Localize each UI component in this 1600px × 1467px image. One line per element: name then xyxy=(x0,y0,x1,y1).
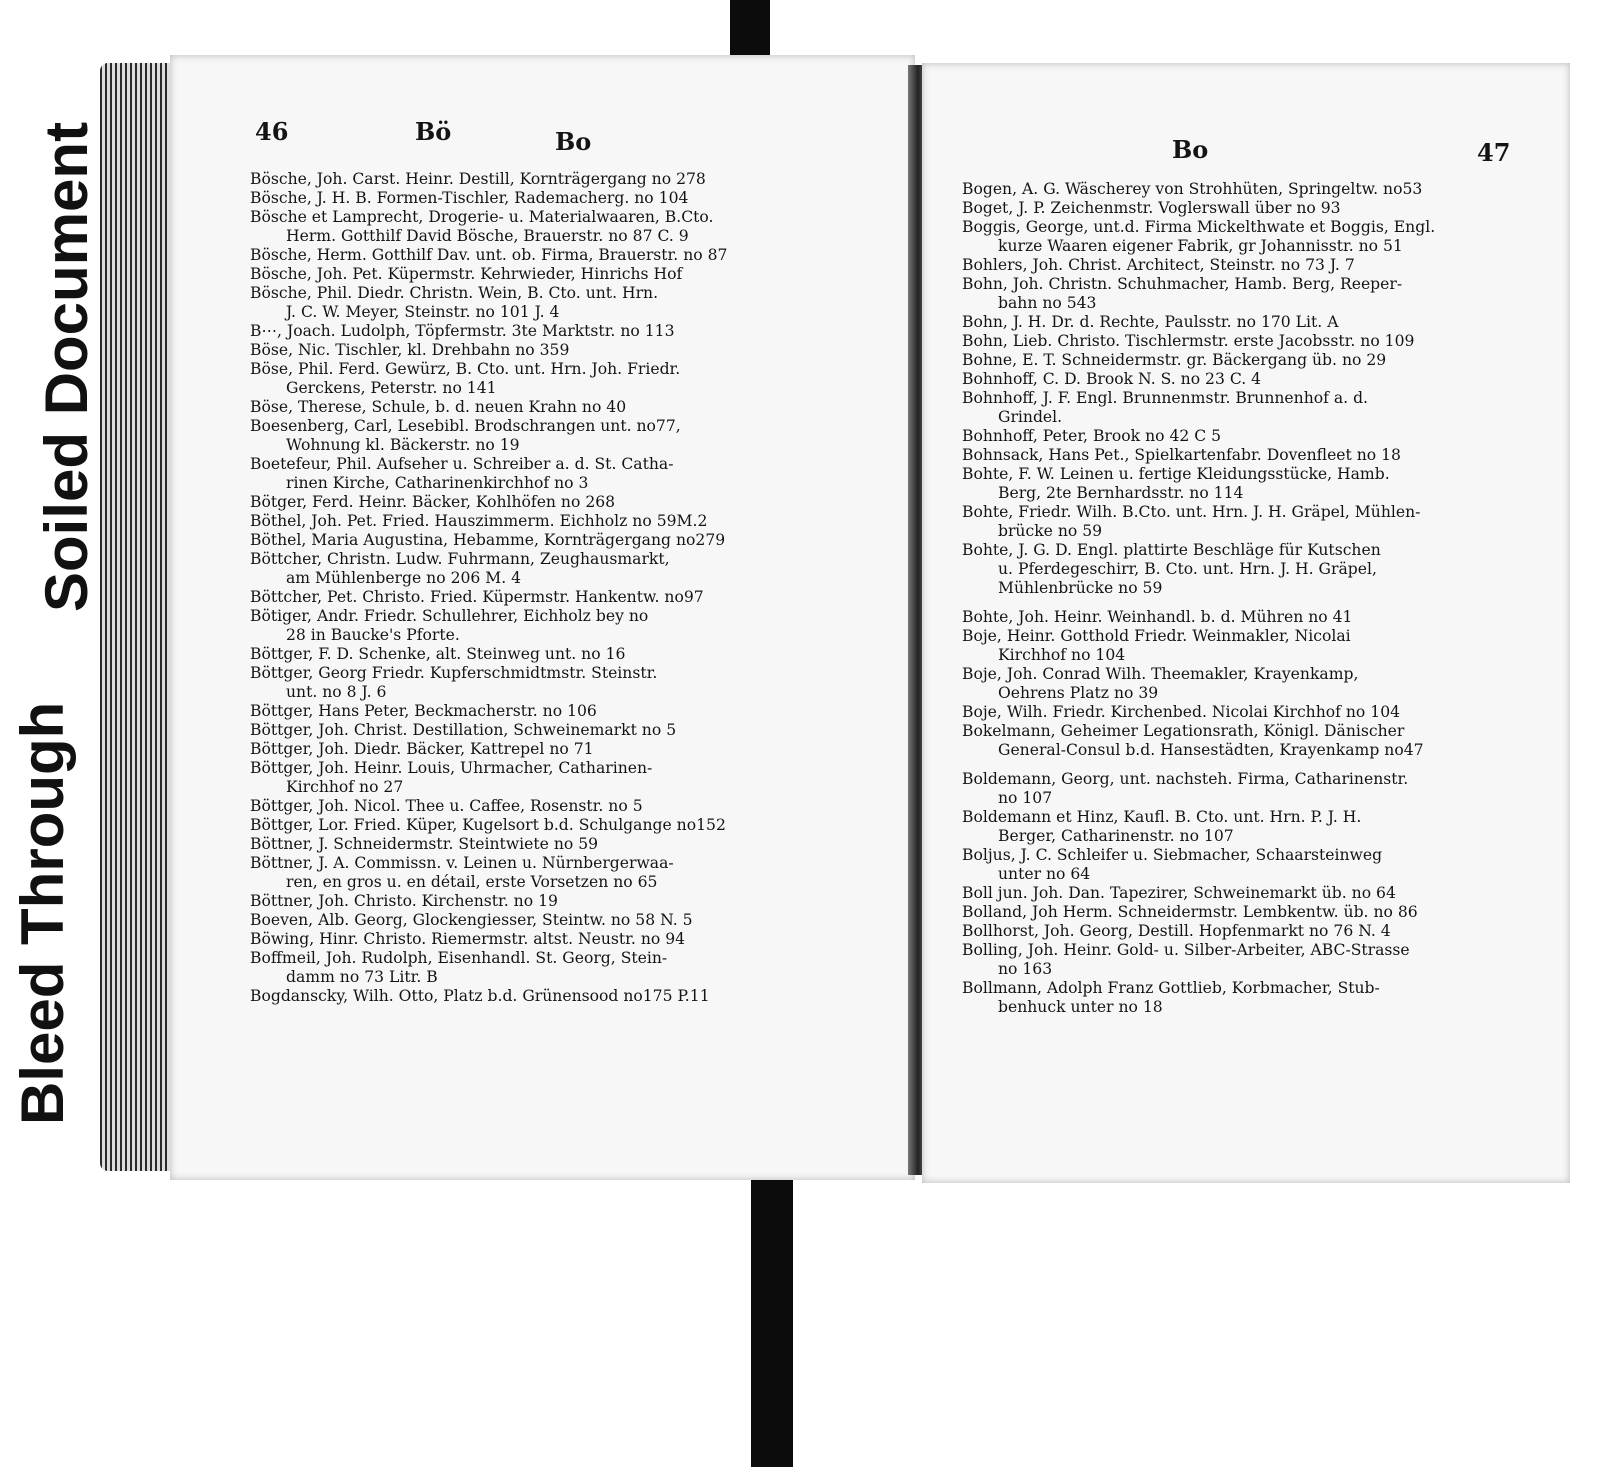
directory-entry xyxy=(962,427,1552,446)
entry-line: Boetefeur, Phil. Aufseher u. Schreiber a. d. St. Catha- xyxy=(250,455,674,473)
entry-line: Boesenberg, Carl, Lesebibl. Brodschrangen unt. no77, xyxy=(250,417,681,435)
directory-entry xyxy=(250,835,850,854)
entry-line: Bohnhoff, Peter, Brook no 42 C 5 xyxy=(962,427,1222,445)
entry-line: Böttger, Lor. Fried. Küper, Kugelsort b.d. Schulgange no152 xyxy=(250,816,726,834)
entry-line: Bösche et Lamprecht, Drogerie- u. Materialwaaren, B.Cto. xyxy=(250,208,714,226)
entry-line: Bokelmann, Geheimer Legationsrath, Königl. Dänischer xyxy=(962,722,1405,740)
entry-line: Bohne, E. T. Schneidermstr. gr. Bäckergang üb. no 29 xyxy=(962,351,1387,369)
right-page-number: 47 xyxy=(1477,138,1511,167)
entry-line: Böwing, Hinr. Christo. Riemermstr. altst. Neustr. no 94 xyxy=(250,930,686,948)
directory-entry xyxy=(250,607,850,645)
directory-entry xyxy=(250,930,850,949)
directory-entry xyxy=(250,265,850,284)
entry-line: Boje, Heinr. Gotthold Friedr. Weinmakler, Nicolai xyxy=(962,627,1351,645)
entry-line: Boggis, George, unt.d. Firma Mickelthwate et Boggis, Engl. xyxy=(962,218,1436,236)
directory-entry xyxy=(962,703,1552,722)
entry-line: Boffmeil, Joh. Rudolph, Eisenhandl. St. Georg, Stein- xyxy=(250,949,668,967)
entry-line: Böthel, Maria Augustina, Hebamme, Kornträgergang no279 xyxy=(250,531,726,549)
entry-line: Bohnhoff, J. F. Engl. Brunnenmstr. Brunnenhof a. d. xyxy=(962,389,1369,407)
entry-continuation-line: Oehrens Platz no 39 xyxy=(998,684,1159,702)
entry-line: Böttner, Joh. Christo. Kirchenstr. no 19 xyxy=(250,892,558,910)
directory-entry xyxy=(250,493,850,512)
entry-line: Böse, Phil. Ferd. Gewürz, B. Cto. unt. Hrn. Joh. Friedr. xyxy=(250,360,681,378)
entry-continuation-line: am Mühlenberge no 206 M. 4 xyxy=(286,569,522,587)
directory-entry xyxy=(962,389,1552,427)
entry-continuation-line: Kirchhof no 104 xyxy=(998,646,1126,664)
entry-continuation-line: Mühlenbrücke no 59 xyxy=(998,579,1163,597)
entry-line: Bolland, Joh Herm. Schneidermstr. Lembkentw. üb. no 86 xyxy=(962,903,1418,921)
entry-line: Bohn, J. H. Dr. d. Rechte, Paulsstr. no 170 Lit. A xyxy=(962,313,1339,331)
entry-line: Böttger, Joh. Heinr. Louis, Uhrmacher, Catharinen- xyxy=(250,759,653,777)
entry-line: Bösche, Phil. Diedr. Christn. Wein, B. Cto. unt. Hrn. xyxy=(250,284,659,302)
entry-continuation-line: ren, en gros u. en détail, erste Vorsetzen no 65 xyxy=(286,873,658,891)
entry-line: Bösche, J. H. B. Formen-Tischler, Rademacherg. no 104 xyxy=(250,189,689,207)
entry-line: Böttger, Hans Peter, Beckmacherstr. no 106 xyxy=(250,702,597,720)
directory-entry xyxy=(250,721,850,740)
entry-line: Bohn, Joh. Christn. Schuhmacher, Hamb. Berg, Reeper- xyxy=(962,275,1403,293)
entry-continuation-line: 28 in Baucke's Pforte. xyxy=(286,626,460,644)
entry-continuation-line: unt. no 8 J. 6 xyxy=(286,683,387,701)
entry-continuation-line: unter no 64 xyxy=(998,865,1091,883)
entry-continuation-line: rinen Kirche, Catharinenkirchhof no 3 xyxy=(286,474,589,492)
entry-line: Bohn, Lieb. Christo. Tischlermstr. erste Jacobsstr. no 109 xyxy=(962,332,1415,350)
entry-line: Bolling, Joh. Heinr. Gold- u. Silber-Arbeiter, ABC-Strasse xyxy=(962,941,1410,959)
directory-entry xyxy=(962,180,1552,199)
entry-line: Boll jun. Joh. Dan. Tapezirer, Schweinemarkt üb. no 64 xyxy=(962,884,1396,902)
directory-entry xyxy=(962,770,1552,808)
entry-continuation-line: kurze Waaren eigener Fabrik, gr Johannisstr. no 51 xyxy=(998,237,1403,255)
entry-line: Böse, Nic. Tischler, kl. Drehbahn no 359 xyxy=(250,341,570,359)
entry-continuation-line: Berg, 2te Bernhardsstr. no 114 xyxy=(998,484,1244,502)
entry-line: Böttger, Joh. Diedr. Bäcker, Kattrepel no 71 xyxy=(250,740,594,758)
entry-line: Boldemann, Georg, unt. nachsteh. Firma, Catharinenstr. xyxy=(962,770,1409,788)
entry-continuation-line: brücke no 59 xyxy=(998,522,1103,540)
entry-continuation-line: Berger, Catharinenstr. no 107 xyxy=(998,827,1234,845)
entry-line: Bötger, Ferd. Heinr. Bäcker, Kohlhöfen no 268 xyxy=(250,493,616,511)
directory-entry xyxy=(250,189,850,208)
entry-line: Böttger, Joh. Christ. Destillation, Schweinemarkt no 5 xyxy=(250,721,677,739)
entry-continuation-line: Wohnung kl. Bäckerstr. no 19 xyxy=(286,436,520,454)
entry-line: Boldemann et Hinz, Kaufl. B. Cto. unt. Hrn. P. J. H. xyxy=(962,808,1362,826)
entry-continuation-line: Gerckens, Peterstr. no 141 xyxy=(286,379,497,397)
page-edges xyxy=(100,63,178,1171)
entry-line: Böttcher, Pet. Christo. Fried. Küpermstr. Hankentw. no97 xyxy=(250,588,704,606)
directory-entry xyxy=(962,846,1552,884)
left-header-primary: Bö xyxy=(415,117,452,146)
entry-line: Bohte, Joh. Heinr. Weinhandl. b. d. Mühren no 41 xyxy=(962,608,1353,626)
entry-continuation-line: Herm. Gotthilf David Bösche, Brauerstr. no 87 C. 9 xyxy=(286,227,689,245)
entry-line: Bohnsack, Hans Pet., Spielkartenfabr. Dovenfleet no 18 xyxy=(962,446,1401,464)
left-header-secondary: Bo xyxy=(555,127,592,156)
directory-entry xyxy=(962,884,1552,903)
directory-entry xyxy=(250,512,850,531)
entry-continuation-line: u. Pferdegeschirr, B. Cto. unt. Hrn. J. H. Gräpel, xyxy=(998,560,1377,578)
directory-entry xyxy=(250,854,850,892)
binding-strip-bottom xyxy=(751,1170,793,1467)
directory-entry xyxy=(250,949,850,987)
directory-entry xyxy=(250,645,850,664)
directory-entry xyxy=(962,979,1552,1017)
entry-line: Boje, Wilh. Friedr. Kirchenbed. Nicolai Kirchhof no 104 xyxy=(962,703,1401,721)
entry-line: Böttcher, Christn. Ludw. Fuhrmann, Zeughausmarkt, xyxy=(250,550,670,568)
directory-entry xyxy=(962,903,1552,922)
entry-line: Bohte, Friedr. Wilh. B.Cto. unt. Hrn. J. H. Gräpel, Mühlen- xyxy=(962,503,1421,521)
directory-entry xyxy=(962,941,1552,979)
entry-line: Boeven, Alb. Georg, Glockengiesser, Steintw. no 58 N. 5 xyxy=(250,911,693,929)
directory-entry xyxy=(250,702,850,721)
soiled-document-label: Soiled Document xyxy=(33,121,100,612)
entry-continuation-line: bahn no 543 xyxy=(998,294,1097,312)
directory-entry xyxy=(962,446,1552,465)
entry-line: Böttger, F. D. Schenke, alt. Steinweg unt. no 16 xyxy=(250,645,626,663)
left-page xyxy=(170,55,915,1180)
left-entry-list xyxy=(250,170,850,1006)
entry-continuation-line: no 107 xyxy=(998,789,1053,807)
directory-entry xyxy=(962,503,1552,541)
directory-entry xyxy=(250,588,850,607)
directory-entry xyxy=(250,759,850,797)
open-book xyxy=(100,55,1511,1190)
entry-continuation-line: damm no 73 Litr. B xyxy=(286,968,438,986)
entry-line: Bötiger, Andr. Friedr. Schullehrer, Eichholz bey no xyxy=(250,607,649,625)
directory-entry xyxy=(250,417,850,455)
entry-line: Böttger, Georg Friedr. Kupferschmidtmstr. Steinstr. xyxy=(250,664,658,682)
right-header: Bo xyxy=(1172,135,1209,164)
entry-line: Bösche, Joh. Pet. Küpermstr. Kehrwieder, Hinrichs Hof xyxy=(250,265,683,283)
directory-entry xyxy=(250,246,850,265)
directory-entry xyxy=(250,170,850,189)
directory-entry xyxy=(962,332,1552,351)
entry-line: Boje, Joh. Conrad Wilh. Theemakler, Krayenkamp, xyxy=(962,665,1359,683)
directory-entry xyxy=(962,313,1552,332)
directory-entry xyxy=(250,664,850,702)
entry-line: Boljus, J. C. Schleifer u. Siebmacher, Schaarsteinweg xyxy=(962,846,1383,864)
directory-entry xyxy=(962,256,1552,275)
entry-line: Bösche, Herm. Gotthilf Dav. unt. ob. Firma, Brauerstr. no 87 xyxy=(250,246,728,264)
directory-entry xyxy=(962,370,1552,389)
entry-line: Bohte, J. G. D. Engl. plattirte Beschläge für Kutschen xyxy=(962,541,1381,559)
directory-entry xyxy=(250,816,850,835)
entry-line: Böthel, Joh. Pet. Fried. Hauszimmerm. Eichholz no 59M.2 xyxy=(250,512,708,530)
directory-entry xyxy=(962,275,1552,313)
entry-line: Bollmann, Adolph Franz Gottlieb, Korbmacher, Stub- xyxy=(962,979,1380,997)
directory-entry xyxy=(250,797,850,816)
entry-line: Bösche, Joh. Carst. Heinr. Destill, Kornträgergang no 278 xyxy=(250,170,706,188)
directory-entry xyxy=(250,911,850,930)
entry-continuation-line: J. C. W. Meyer, Steinstr. no 101 J. 4 xyxy=(286,303,560,321)
directory-entry xyxy=(250,341,850,360)
directory-entry xyxy=(962,922,1552,941)
entry-continuation-line: no 163 xyxy=(998,960,1053,978)
bleed-through-label: Bleed Through xyxy=(9,701,76,1125)
directory-entry xyxy=(962,351,1552,370)
entry-line: Böttger, Joh. Nicol. Thee u. Caffee, Rosenstr. no 5 xyxy=(250,797,643,815)
directory-entry xyxy=(250,740,850,759)
directory-entry xyxy=(962,218,1552,256)
directory-entry xyxy=(250,208,850,246)
right-page xyxy=(922,63,1570,1183)
directory-entry xyxy=(250,455,850,493)
directory-entry xyxy=(250,284,850,322)
entry-continuation-line: Grindel. xyxy=(998,408,1063,426)
entry-line: Böttner, J. Schneidermstr. Steintwiete no 59 xyxy=(250,835,599,853)
entry-line: Bohnhoff, C. D. Brook N. S. no 23 C. 4 xyxy=(962,370,1262,388)
entry-continuation-line: Kirchhof no 27 xyxy=(286,778,404,796)
directory-entry xyxy=(250,987,850,1006)
directory-entry xyxy=(250,322,850,341)
right-entry-list xyxy=(962,180,1552,1017)
directory-entry xyxy=(962,627,1552,665)
directory-entry xyxy=(962,608,1552,627)
directory-entry xyxy=(250,360,850,398)
entry-line: B⋯, Joach. Ludolph, Töpfermstr. 3te Marktstr. no 113 xyxy=(250,322,675,340)
directory-entry xyxy=(962,808,1552,846)
entry-line: Bohte, F. W. Leinen u. fertige Kleidungsstücke, Hamb. xyxy=(962,465,1390,483)
directory-entry xyxy=(250,892,850,911)
entry-line: Boget, J. P. Zeichenmstr. Voglerswall über no 93 xyxy=(962,199,1341,217)
directory-entry xyxy=(962,722,1552,760)
entry-continuation-line: General-Consul b.d. Hansestädten, Krayenkamp no47 xyxy=(998,741,1424,759)
entry-line: Bollhorst, Joh. Georg, Destill. Hopfenmarkt no 76 N. 4 xyxy=(962,922,1391,940)
entry-line: Bogen, A. G. Wäscherey von Strohhüten, Springeltw. no53 xyxy=(962,180,1423,198)
directory-entry xyxy=(250,550,850,588)
directory-entry xyxy=(962,465,1552,503)
directory-entry xyxy=(250,398,850,417)
left-page-number: 46 xyxy=(255,117,289,146)
entry-line: Böttner, J. A. Commissn. v. Leinen u. Nürnbergerwaa- xyxy=(250,854,674,872)
entry-line: Bohlers, Joh. Christ. Architect, Steinstr. no 73 J. 7 xyxy=(962,256,1355,274)
directory-entry xyxy=(962,665,1552,703)
entry-continuation-line: benhuck unter no 18 xyxy=(998,998,1163,1016)
directory-entry xyxy=(962,541,1552,598)
entry-line: Böse, Therese, Schule, b. d. neuen Krahn no 40 xyxy=(250,398,627,416)
directory-entry xyxy=(250,531,850,550)
entry-line: Bogdanscky, Wilh. Otto, Platz b.d. Grünensood no175 P.11 xyxy=(250,987,710,1005)
directory-entry xyxy=(962,199,1552,218)
